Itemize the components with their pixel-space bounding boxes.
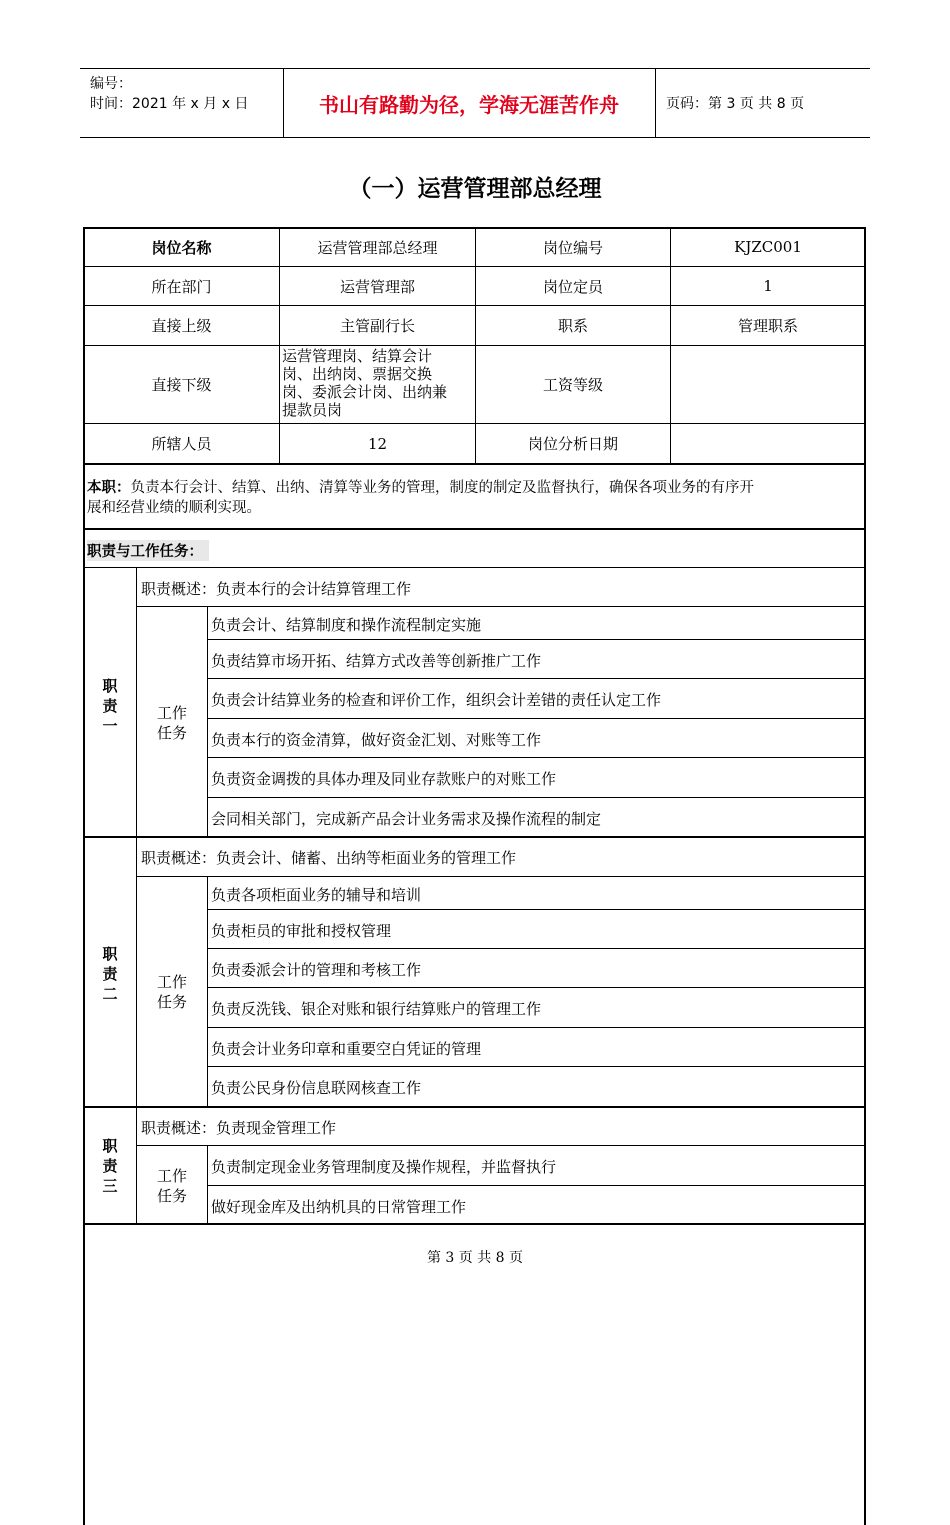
value-headcount: 1 xyxy=(763,277,773,295)
value-salary-grade xyxy=(671,346,865,423)
date-label: 时间：2021 年 x 月 x 日 xyxy=(90,96,249,112)
header-meta xyxy=(80,69,284,137)
duty-2-task: 负责反洗钱、银企对账和银行结算账户的管理工作 xyxy=(211,1000,542,1018)
value-position-code: KJZC001 xyxy=(734,238,802,256)
page-title: （一）运营管理部总经理 xyxy=(348,176,602,202)
value-position-name: 运营管理部总经理 xyxy=(317,238,438,257)
label-analysis-date: 岗位分析日期 xyxy=(527,435,618,453)
duty-2-task: 负责委派会计的管理和考核工作 xyxy=(211,961,422,979)
duty-1-label: 职 责 一 xyxy=(102,677,118,735)
label-staff-count: 所辖人员 xyxy=(151,435,212,453)
label-supervisor: 直接上级 xyxy=(151,317,212,335)
value-job-family: 管理职系 xyxy=(737,317,798,335)
duty-1-task: 会同相关部门，完成新产品会计业务需求及操作流程的制定 xyxy=(211,810,602,828)
page-footer: 第 3 页 共 8 页 xyxy=(426,1250,524,1266)
duty-3-label: 职 责 三 xyxy=(102,1137,118,1195)
number-label: 编号： xyxy=(90,76,132,92)
duty-3-overview: 职责概述：负责现金管理工作 xyxy=(141,1119,337,1137)
page-label: 页码：第 3 页 共 8 页 xyxy=(666,96,805,112)
duty-1-task: 负责结算市场开拓、结算方式改善等创新推广工作 xyxy=(211,652,542,670)
duty-2-label: 职 责 二 xyxy=(102,945,118,1003)
label-position-name: 岗位名称 xyxy=(151,238,212,257)
duty-2-task: 负责公民身份信息联网核查工作 xyxy=(211,1079,422,1097)
duty-1-task: 负责本行的资金清算，做好资金汇划、对账等工作 xyxy=(211,731,542,749)
value-supervisor: 主管副行长 xyxy=(339,317,415,335)
duty-2-task: 负责柜员的审批和授权管理 xyxy=(211,922,392,940)
duty-1-task: 负责资金调拨的具体办理及同业存款账户的对账工作 xyxy=(211,770,557,788)
label-job-family: 职系 xyxy=(557,317,588,335)
duty-2-overview: 职责概述：负责会计、储蓄、出纳等柜面业务的管理工作 xyxy=(141,849,517,867)
value-staff-count: 12 xyxy=(367,434,388,453)
label-department: 所在部门 xyxy=(151,277,212,296)
duty-summary-line2: 展和经营业绩的顺利实现。 xyxy=(87,500,261,516)
label-subordinates: 直接下级 xyxy=(151,376,212,394)
duties-header: 职责与工作任务： xyxy=(87,540,209,561)
subordinates-line: 提款员岗 xyxy=(282,401,343,419)
duty-summary-label: 本职： xyxy=(87,480,131,496)
label-position-code: 岗位编号 xyxy=(542,238,603,257)
duty-1-task-label: 工作 任务 xyxy=(156,704,187,742)
value-analysis-date xyxy=(671,424,865,463)
subordinates-line: 岗、出纳岗、票据交换 xyxy=(282,365,433,383)
duty-1-task: 负责会计结算业务的检查和评价工作，组织会计差错的责任认定工作 xyxy=(211,691,662,709)
duty-summary xyxy=(87,478,863,518)
duty-3-task: 做好现金库及出纳机具的日常管理工作 xyxy=(211,1198,467,1216)
motto: 书山有路勤为径，学海无涯苦作舟 xyxy=(283,69,656,137)
duty-2-task: 负责各项柜面业务的辅导和培训 xyxy=(211,886,422,904)
subordinates-line: 运营管理岗、结算会计 xyxy=(282,347,433,365)
page-header xyxy=(80,68,870,138)
value-subordinates xyxy=(282,347,474,423)
duty-3-task-label: 工作 任务 xyxy=(156,1167,187,1205)
duty-1-task: 负责会计、结算制度和操作流程制定实施 xyxy=(211,616,482,634)
value-department: 运营管理部 xyxy=(339,277,415,296)
duty-2-task: 负责会计业务印章和重要空白凭证的管理 xyxy=(211,1040,482,1058)
label-headcount: 岗位定员 xyxy=(542,277,603,296)
subordinates-line: 岗、委派会计岗、出纳兼 xyxy=(282,383,448,401)
label-salary-grade: 工资等级 xyxy=(542,376,603,394)
duty-2-task-label: 工作 任务 xyxy=(156,973,187,1011)
duty-summary-line1: 负责本行会计、结算、出纳、清算等业务的管理，制度的制定及监督执行，确保各项业务的有序开 xyxy=(130,480,754,496)
duty-3-task: 负责制定现金业务管理制度及操作规程，并监督执行 xyxy=(211,1158,557,1176)
duty-1-overview: 职责概述：负责本行的会计结算管理工作 xyxy=(141,580,412,598)
